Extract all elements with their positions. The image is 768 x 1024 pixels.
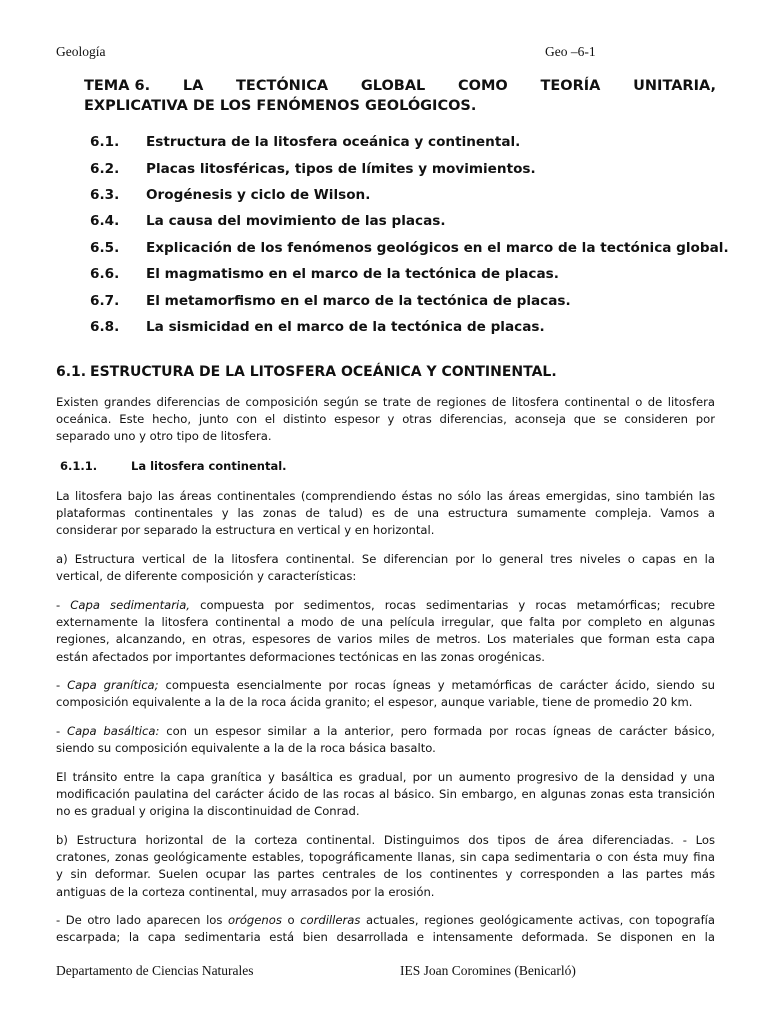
paragraph: [56, 723, 715, 757]
term: Capa granítica;: [67, 678, 159, 692]
toc-number: 6.3.: [90, 186, 120, 203]
term: cordilleras: [300, 913, 361, 927]
toc-number: 6.6.: [90, 266, 120, 283]
toc-text: Orogénesis y ciclo de Wilson.: [146, 186, 371, 203]
title-word: TEORÍA: [540, 78, 601, 94]
text-fragment: con un espesor similar a la anterior, pero formada por rocas ígneas de carácter básico,: [159, 724, 715, 738]
text-line: - Capa granítica; compuesta esencialmente por rocas ígneas y metamórficas de carácter ácido, siendo su: [56, 678, 715, 692]
text-line: separado uno y otro tipo de litosfera.: [56, 429, 272, 444]
text-line: y sin deformar. Suelen ocupar las partes centrales de los continentes y corresponden a las partes más: [56, 867, 715, 882]
toc-item: [90, 182, 730, 208]
toc-item: [90, 235, 730, 261]
text-line: oceánica. Este hecho, junto con el distinto espesor y otras diferencias, aconseja que se consideren por: [56, 412, 715, 427]
text-line: regiones, alcanzando, en otras, espesores de varios miles de metros. Los materiales que forman esta capa: [56, 632, 715, 647]
toc-text: La causa del movimiento de las placas.: [146, 213, 446, 230]
title-word: GLOBAL: [360, 78, 426, 94]
toc-text: La sismicidad en el marco de la tectónica de placas.: [146, 318, 545, 335]
toc-item: [90, 314, 730, 340]
title-word: UNITARIA,: [633, 78, 716, 94]
text-line: siendo su composición equivalente a la de la roca básica basalto.: [56, 741, 436, 756]
paragraph: [56, 488, 715, 540]
text-fragment: actuales, regiones geológicamente activas, con topografía: [360, 913, 715, 927]
text-line: están afectados por importantes deformaciones tectónicas en las zonas orogénicas.: [56, 649, 545, 664]
document-title: [84, 76, 716, 116]
paragraph: [56, 551, 715, 585]
section-heading: [56, 364, 557, 380]
text-line: [56, 912, 715, 929]
text-line: Existen grandes diferencias de composición según se trate de regiones de litosfera continental o de litosfera: [56, 395, 715, 409]
title-word: COMO: [458, 78, 508, 94]
text-line: antiguas de la corteza continental, muy arrasados por la erosión.: [56, 884, 435, 899]
paragraph: [56, 597, 715, 666]
section-number: 6.1.: [56, 364, 87, 380]
text-line: vertical, de diferente composición y características:: [56, 569, 357, 584]
title-line-2: EXPLICATIVA DE LOS FENÓMENOS GEOLÓGICOS.: [84, 98, 477, 114]
toc-text: El magmatismo en el marco de la tectónica de placas.: [146, 266, 559, 283]
footer-school: IES Joan Coromines (Benicarló): [400, 963, 576, 978]
table-of-contents: [90, 129, 730, 340]
footer-department: Departamento de Ciencias Naturales: [56, 963, 254, 978]
term: Capa sedimentaria,: [70, 598, 190, 612]
subsection-heading: [60, 459, 287, 473]
text-line: a) Estructura vertical de la litosfera continental. Se diferencian por lo general tres niveles o capas en la: [56, 552, 715, 566]
text-line: considerar por separado la estructura en vertical y en horizontal.: [56, 523, 435, 538]
title-word: TECTÓNICA: [236, 78, 329, 94]
toc-number: 6.4.: [90, 213, 120, 230]
toc-number: 6.7.: [90, 292, 120, 309]
paragraph: [56, 769, 715, 821]
text-line: La litosfera bajo las áreas continentales (comprendiendo éstas no sólo las áreas emergidas, sino también las: [56, 489, 715, 503]
subsection-number: 6.1.1.: [60, 459, 98, 473]
toc-number: 6.1.: [90, 134, 120, 151]
text-line: composición equivalente a la de la roca ácida granito; el espesor, aunque variable, tiene de promedio 20 km.: [56, 695, 693, 710]
toc-text: Estructura de la litosfera oceánica y continental.: [146, 134, 521, 151]
toc-text: Placas litosféricas, tipos de límites y movimientos.: [146, 160, 536, 177]
header-page-code: Geo –6-1: [545, 44, 596, 59]
text-line: plataformas continentales y las zonas de talud) es de una estructura sumamente compleja. Vamos a: [56, 506, 715, 521]
text-line: El tránsito entre la capa granítica y basáltica es gradual, por un aumento progresivo de la densidad y una: [56, 770, 715, 784]
paragraph: [56, 912, 715, 946]
term: orógenos: [227, 913, 282, 927]
text-line: externamente la litosfera continental a modo de una película irregular, que falta por completo en algunas: [56, 615, 715, 630]
toc-text: El metamorfismo en el marco de la tectónica de placas.: [146, 292, 571, 309]
text-fragment: compuesta por sedimentos, rocas sedimentarias y rocas metamórficas; recubre: [190, 598, 715, 612]
text-line: - Capa sedimentaria, compuesta por sedimentos, rocas sedimentarias y rocas metamórficas; recubre: [56, 598, 715, 612]
text-line: modificación paulatina del carácter ácido de las rocas al básico. Sin embargo, en algunas zonas esta transición: [56, 787, 715, 802]
intro-paragraph: [56, 394, 715, 446]
toc-item: [90, 208, 730, 234]
section-title: ESTRUCTURA DE LA LITOSFERA OCEÁNICA Y CONTINENTAL.: [90, 364, 557, 380]
title-word: LA: [182, 78, 204, 94]
toc-number: 6.8.: [90, 318, 120, 335]
toc-item: [90, 129, 730, 155]
toc-number: 6.5.: [90, 239, 120, 256]
paragraph: [56, 832, 715, 901]
paragraph: [56, 677, 715, 711]
toc-number: 6.2.: [90, 160, 120, 177]
text-fragment: o: [281, 913, 301, 927]
title-word: TEMA 6.: [84, 78, 151, 94]
toc-text: Explicación de los fenómenos geológicos en el marco de la tectónica global.: [146, 239, 729, 256]
text-line: - Capa basáltica: con un espesor similar a la anterior, pero formada por rocas ígneas de carácter básico,: [56, 724, 715, 738]
text-line: no es gradual y origina la discontinuidad de Conrad.: [56, 804, 360, 819]
text-line: cratones, zonas geológicamente estables, topográficamente llanas, sin capa sedimentaria o con ésta muy fina: [56, 850, 715, 865]
text-fragment: compuesta esencialmente por rocas ígneas y metamórficas de carácter ácido, siendo su: [158, 678, 715, 692]
text-line: b) Estructura horizontal de la corteza continental. Distinguimos dos tipos de área diferenciadas. - Los: [56, 833, 715, 847]
toc-item: [90, 287, 730, 313]
text-fragment: - De otro lado aparecen los: [56, 913, 228, 927]
term: Capa basáltica:: [66, 724, 160, 738]
header-subject: Geología: [56, 44, 106, 59]
title-line-1: [84, 76, 716, 96]
text-line: escarpada; la capa sedimentaria está bien desarrollada e intensamente deformada. Se disponen en la: [56, 930, 715, 945]
toc-item: [90, 261, 730, 287]
subsection-title: La litosfera continental.: [131, 459, 287, 473]
toc-item: [90, 155, 730, 181]
